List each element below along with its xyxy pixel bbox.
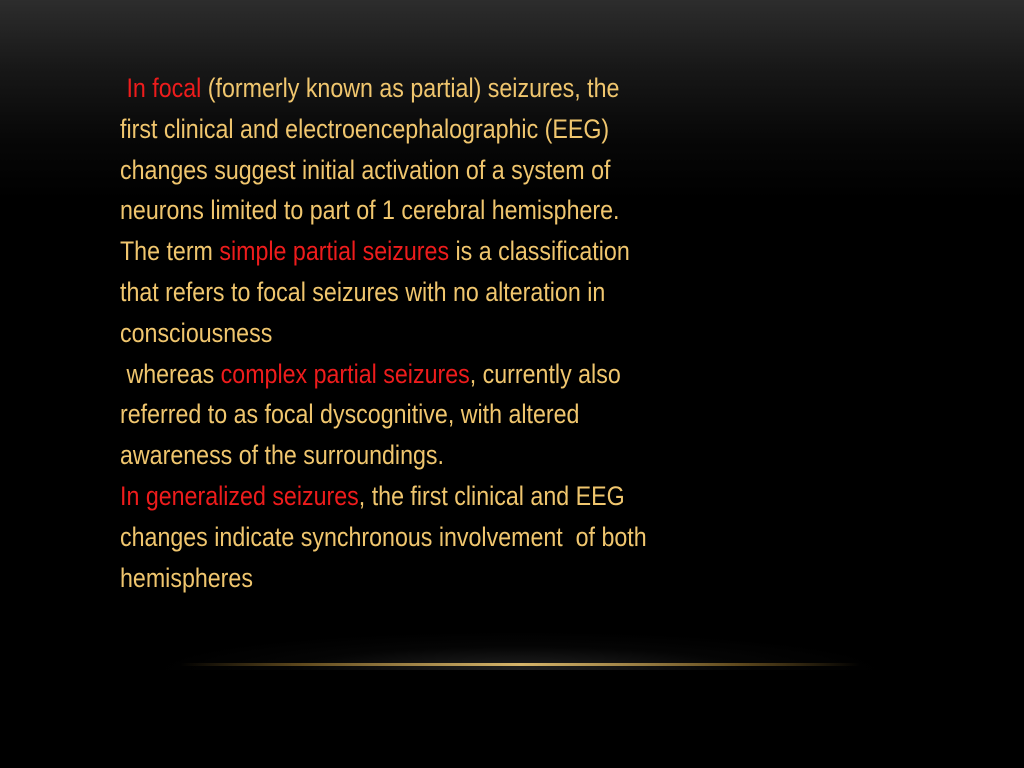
text-line-13 [120,558,688,599]
slide-body-text [120,68,688,598]
text-run: (formerly known as partial) seizures, the [201,73,620,103]
text-line-6 [120,272,688,313]
text-run: changes indicate synchronous involvement of both [120,521,647,552]
text-run: first clinical and electroencephalographic (EEG) [120,113,610,144]
text-run: neurons limited to part of 1 cerebral hemisphere. [120,195,620,226]
text-run: , the first clinical and EEG [358,480,625,511]
gold-divider-line [180,663,860,666]
text-run: is a classification [449,236,630,267]
text-line-2 [120,109,688,150]
text-line-5 [120,231,688,272]
text-run: whereas [120,358,221,389]
text-line-8 [120,354,688,395]
term-complex-partial-seizures: complex partial seizures [220,358,470,389]
text-line-7 [120,313,688,354]
text-run: that refers to focal seizures with no alteration in [120,276,606,307]
text-line-12 [120,517,688,558]
text-line-11 [120,476,688,517]
text-line-9 [120,394,688,435]
term-simple-partial-seizures: simple partial seizures [219,236,450,267]
text-line-4 [120,190,688,231]
text-run: referred to as focal dyscognitive, with altered [120,399,580,430]
term-in-focal: In focal [120,73,202,103]
text-line-1 [120,68,688,109]
text-run: consciousness [120,317,273,348]
text-line-10 [120,435,688,476]
term-generalized-seizures: In generalized seizures [120,480,359,511]
bottom-glow [150,600,890,670]
text-run: awareness of the surroundings. [120,440,444,471]
text-line-3 [120,150,688,191]
text-run: hemispheres [120,562,253,593]
text-run: changes suggest initial activation of a system of [120,154,611,185]
text-run: The term [120,236,220,267]
text-run: , currently also [469,358,621,389]
